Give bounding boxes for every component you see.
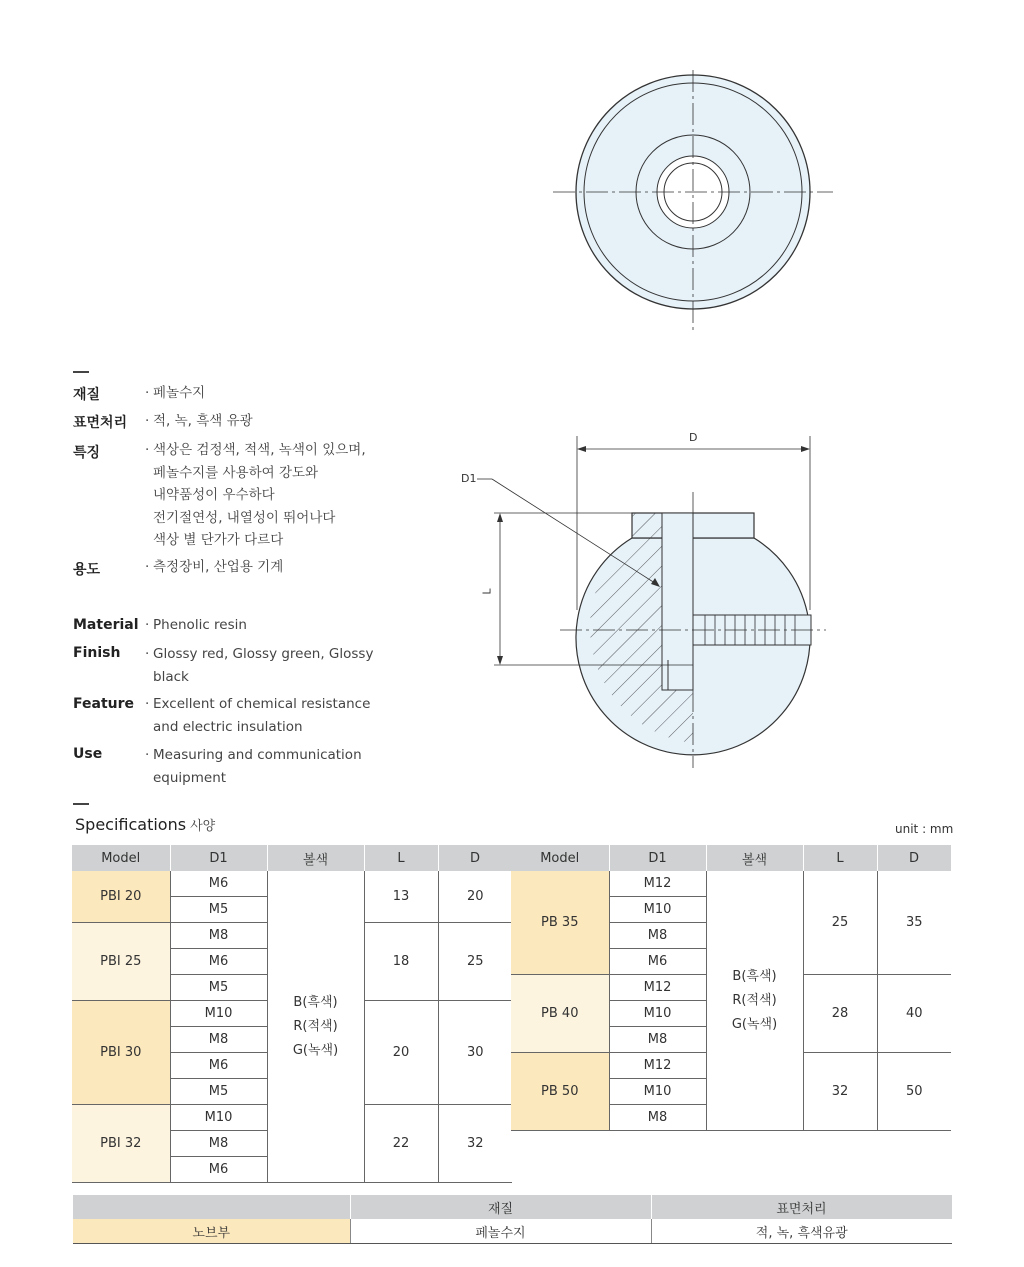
- en-use-label: Use: [73, 746, 103, 762]
- en-finish-label: Finish: [73, 645, 121, 661]
- model-cell: PB 50: [511, 1053, 609, 1131]
- d1-cell: M5: [170, 975, 267, 1001]
- d1-cell: M6: [170, 871, 267, 897]
- finish-cell: 적, 녹, 흑색유광: [651, 1219, 952, 1244]
- header-finish: 표면처리: [651, 1195, 952, 1219]
- table-row: [72, 871, 512, 897]
- d1-cell: M10: [609, 897, 706, 923]
- d1-cell: M6: [170, 1157, 267, 1183]
- d1-cell: M10: [609, 1001, 706, 1027]
- d1-cell: M5: [170, 897, 267, 923]
- d1-cell: M10: [170, 1105, 267, 1131]
- model-cell: PBI 25: [72, 923, 170, 1001]
- spec-title: Specifications 사양: [75, 815, 216, 834]
- model-cell: PBI 20: [72, 871, 170, 923]
- d-cell: 40: [877, 975, 951, 1053]
- d-cell: 25: [438, 923, 512, 1001]
- spec-table-left: [72, 845, 513, 1183]
- section-view-drawing: [440, 420, 840, 780]
- header-material: 재질: [350, 1195, 651, 1219]
- table-header-row: [511, 845, 951, 871]
- d-cell: 50: [877, 1053, 951, 1131]
- d-cell: 30: [438, 1001, 512, 1105]
- en-use-value: · Measuring and communication equipment: [145, 747, 362, 786]
- d1-cell: M6: [609, 949, 706, 975]
- part-cell: 노브부: [73, 1219, 350, 1244]
- dim-label-l: L: [480, 588, 494, 595]
- header-color: 볼색: [267, 845, 364, 871]
- d1-cell: M12: [609, 975, 706, 1001]
- d1-cell: M6: [170, 1053, 267, 1079]
- model-cell: PBI 32: [72, 1105, 170, 1183]
- material-table: [73, 1195, 953, 1244]
- dim-label-d1: D1: [461, 472, 477, 485]
- en-finish-value: · Glossy red, Glossy green, Glossy black: [145, 646, 374, 685]
- model-cell: PBI 30: [72, 1001, 170, 1105]
- ko-use-value: · 측정장비, 산업용 기계: [145, 559, 284, 575]
- d-cell: 35: [877, 871, 951, 975]
- header-d1: D1: [170, 845, 267, 871]
- d-cell: 32: [438, 1105, 512, 1183]
- section-divider: [73, 803, 89, 805]
- d1-cell: M8: [170, 923, 267, 949]
- ko-feature-label: 특징: [73, 445, 101, 461]
- en-feature-value: · Excellent of chemical resistance and electric insulation: [145, 696, 371, 735]
- d1-cell: M10: [170, 1001, 267, 1027]
- header-d: D: [877, 845, 951, 871]
- model-cell: PB 35: [511, 871, 609, 975]
- d1-cell: M12: [609, 1053, 706, 1079]
- d1-cell: M8: [170, 1027, 267, 1053]
- l-cell: 18: [364, 923, 438, 1001]
- d1-cell: M8: [609, 923, 706, 949]
- ko-use-label: 용도: [73, 562, 101, 578]
- dim-label-d: D: [689, 431, 698, 444]
- en-material-value: · Phenolic resin: [145, 617, 247, 633]
- l-cell: 32: [803, 1053, 877, 1131]
- d1-cell: M12: [609, 871, 706, 897]
- d1-cell: M8: [609, 1027, 706, 1053]
- table-header-row: [73, 1195, 952, 1219]
- color-cell: B(흑색) R(적색) G(녹색): [706, 871, 803, 1131]
- en-material-label: Material: [73, 617, 139, 633]
- en-feature-label: Feature: [73, 696, 134, 712]
- color-cell: B(흑색) R(적색) G(녹색): [267, 871, 364, 1183]
- ko-material-value: · 페놀수지: [145, 385, 206, 401]
- l-cell: 28: [803, 975, 877, 1053]
- d1-cell: M10: [609, 1079, 706, 1105]
- header-model: Model: [511, 845, 609, 871]
- d1-cell: M8: [609, 1105, 706, 1131]
- table-row: [73, 1219, 952, 1244]
- header-model: Model: [72, 845, 170, 871]
- ko-feature-value: · 색상은 검정색, 적색, 녹색이 있으며, 페놀수지를 사용하여 강도와 내약품성이 우수하다 전기절연성, 내열성이 뛰어나다 색상 별 단가가 다르다: [145, 442, 366, 548]
- ko-finish-label: 표면처리: [73, 415, 128, 431]
- header-l: L: [803, 845, 877, 871]
- d-cell: 20: [438, 871, 512, 923]
- model-cell: PB 40: [511, 975, 609, 1053]
- header-l: L: [364, 845, 438, 871]
- header-d1: D1: [609, 845, 706, 871]
- section-divider: [73, 371, 89, 373]
- header-color: 볼색: [706, 845, 803, 871]
- d1-cell: M6: [170, 949, 267, 975]
- table-row: [511, 871, 951, 897]
- top-view-drawing: [540, 60, 850, 340]
- material-cell: 페놀수지: [350, 1219, 651, 1244]
- ko-finish-value: · 적, 녹, 흑색 유광: [145, 413, 253, 429]
- l-cell: 13: [364, 871, 438, 923]
- spec-table-right: [511, 845, 952, 1131]
- d1-cell: M5: [170, 1079, 267, 1105]
- ko-material-label: 재질: [73, 387, 101, 403]
- unit-label: unit : mm: [895, 822, 954, 836]
- header-d: D: [438, 845, 512, 871]
- l-cell: 22: [364, 1105, 438, 1183]
- d1-cell: M8: [170, 1131, 267, 1157]
- header-part: [73, 1195, 350, 1219]
- l-cell: 25: [803, 871, 877, 975]
- l-cell: 20: [364, 1001, 438, 1105]
- table-header-row: [72, 845, 512, 871]
